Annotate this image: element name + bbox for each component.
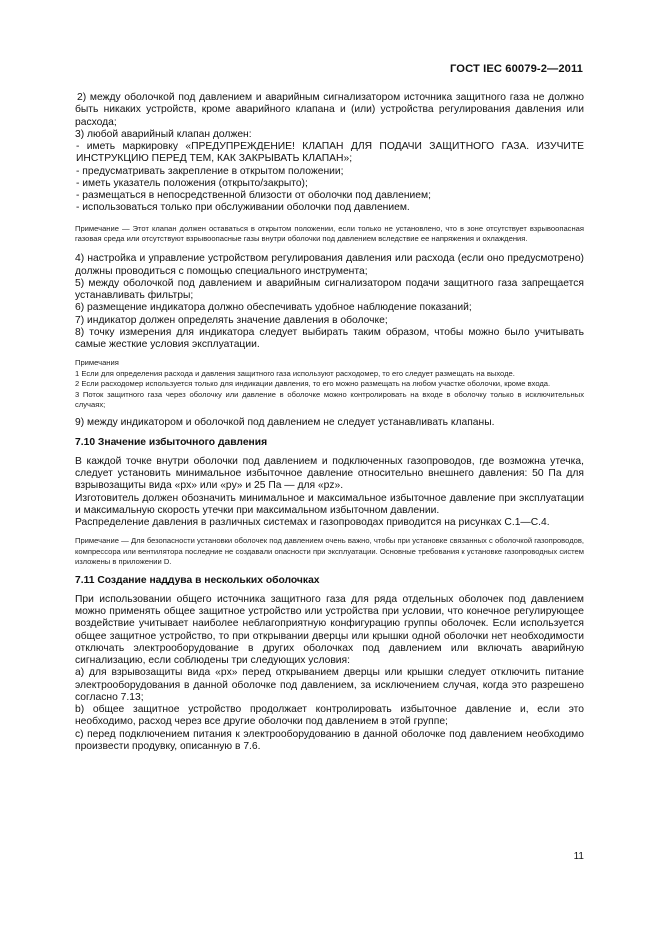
list-item: 5) между оболочкой под давлением и аварийным сигнализатором подачи защитного газа запрещается устанавливать фильтры; — [75, 277, 584, 302]
paragraph: При использовании общего источника защитного газа для ряда отдельных оболочек под давлением можно применять общее защитное устройство или устройства при условии, что конечное регулирующее воздействие учитывает наиболее неблагоприятную конфигурацию группы оболочек. Если используется общее защитное устройство, то при открывании дверцы или крышки одной оболочки нет необходимости отключать электрооборудование в других оболочках под давлением или включать аварийную сигнализацию, если соблюдены три следующих условия: — [75, 593, 584, 667]
list-item: - размещаться в непосредственной близости от оболочки под давлением; — [76, 190, 431, 201]
list-item: 7) индикатор должен определять значение давления в оболочке; — [75, 314, 388, 326]
paragraph: В каждой точке внутри оболочки под давлением и подключенных газопроводов, где возможна утечка, следует установить минимальное избыточное давление относительно внешнего давления: 50 Па для взрывозащиты вида «px» или «py» и 25 Па — для «pz». — [75, 455, 584, 492]
list-item: 4) настройка и управление устройством регулирования давления или расхода (если оно предусмотрено) должны проводиться с помощью специального инструмента; — [75, 253, 584, 277]
list-item: - иметь указатель положения (открыто/закрыто); — [76, 177, 308, 189]
list-item: 6) размещение индикатора должно обеспечивать удобное наблюдение показаний; — [75, 302, 472, 314]
paragraph: Изготовитель должен обозначить минимальное и максимальное избыточное давление при эксплуатации и максимальную скорость утечки при максимальном избыточном давлении. — [75, 492, 584, 516]
list-item: 9) между индикатором и оболочкой под давлением не следует устанавливать клапаны. — [75, 417, 495, 429]
list-item: - использоваться только при обслуживании оболочки под давлением. — [76, 202, 410, 214]
list-item: 2) между оболочкой под давлением и аварийным сигнализатором источника защитного газа не должно быть никаких устройств, кроме аварийного клапана и (или) устройства регулирования давления или расхода; — [75, 92, 584, 128]
note: 2 Если расходомер используется только для индикации давления, то его можно размещать на любом участке оболочки, кроме входа. — [75, 379, 551, 389]
note: Примечание — Для безопасности установки оболочек под давлением очень важно, чтобы при установке связанных с оболочкой газопроводов, компрессора или вентилятора последние не создавали опасности при эксплуатации. Основные требования к установке газопроводных систем изложены в приложении D. — [75, 536, 584, 567]
list-item: - предусматривать закрепление в открытом положении; — [76, 165, 344, 177]
list-item: 3) любой аварийный клапан должен: — [75, 128, 252, 140]
list-item: c) перед подключением питания к электрооборудованию в данной оболочке под давлением необходимо произвести продувку, описанную в 7.6. — [75, 728, 584, 752]
list-item: a) для взрывозащиты вида «px» перед открыванием дверцы или крышки следует отключить питание электрооборудования в данной оболочке под давлением, за исключением случая, когда это разрешено согласно 7.13; — [75, 667, 584, 703]
note: 1 Если для определения расхода и давления защитного газа используют расходомер, то его следует размещать на выходе. — [75, 368, 515, 378]
list-item: 8) точку измерения для индикатора следует выбирать таким образом, чтобы можно было учитывать самые жесткие условия эксплуатации. — [75, 326, 584, 351]
section-heading: 7.10 Значение избыточного давления — [75, 436, 268, 448]
list-item: b) общее защитное устройство продолжает контролировать избыточное давление и, если это необходимо, расход через все другие оболочки под давлением в этой группе; — [75, 704, 584, 728]
list-item: - иметь маркировку «ПРЕДУПРЕЖДЕНИЕ! КЛАПАН ДЛЯ ПОДАЧИ ЗАЩИТНОГО ГАЗА. ИЗУЧИТЕ ИНСТРУКЦИЮ ПЕРЕД ТЕМ, КАК ЗАКРЫВАТЬ КЛАПАН»; — [76, 141, 584, 165]
page-number: 11 — [573, 851, 584, 862]
section-heading: 7.11 Создание наддува в нескольких оболочках — [75, 574, 320, 586]
paragraph: Распределение давления в различных системах и газопроводах приводится на рисунках C.1—C.4. — [75, 517, 550, 529]
note: 3 Поток защитного газа через оболочку или давление в оболочке можно контролировать на входе в оболочку только в исключительных случаях; — [75, 389, 584, 409]
notes-heading: Примечания — [75, 358, 119, 368]
standard-header: ГОСТ IEC 60079-2—2011 — [449, 63, 583, 75]
note: Примечание — Этот клапан должен оставаться в открытом положении, если только не установлено, что в зоне отсутствует взрывоопасная газовая среда или отсутствуют взрывоопасные газы внутри оболочки под давлением вследствие ее напряжения и охлаждения. — [75, 223, 584, 243]
document-body — [75, 92, 584, 753]
